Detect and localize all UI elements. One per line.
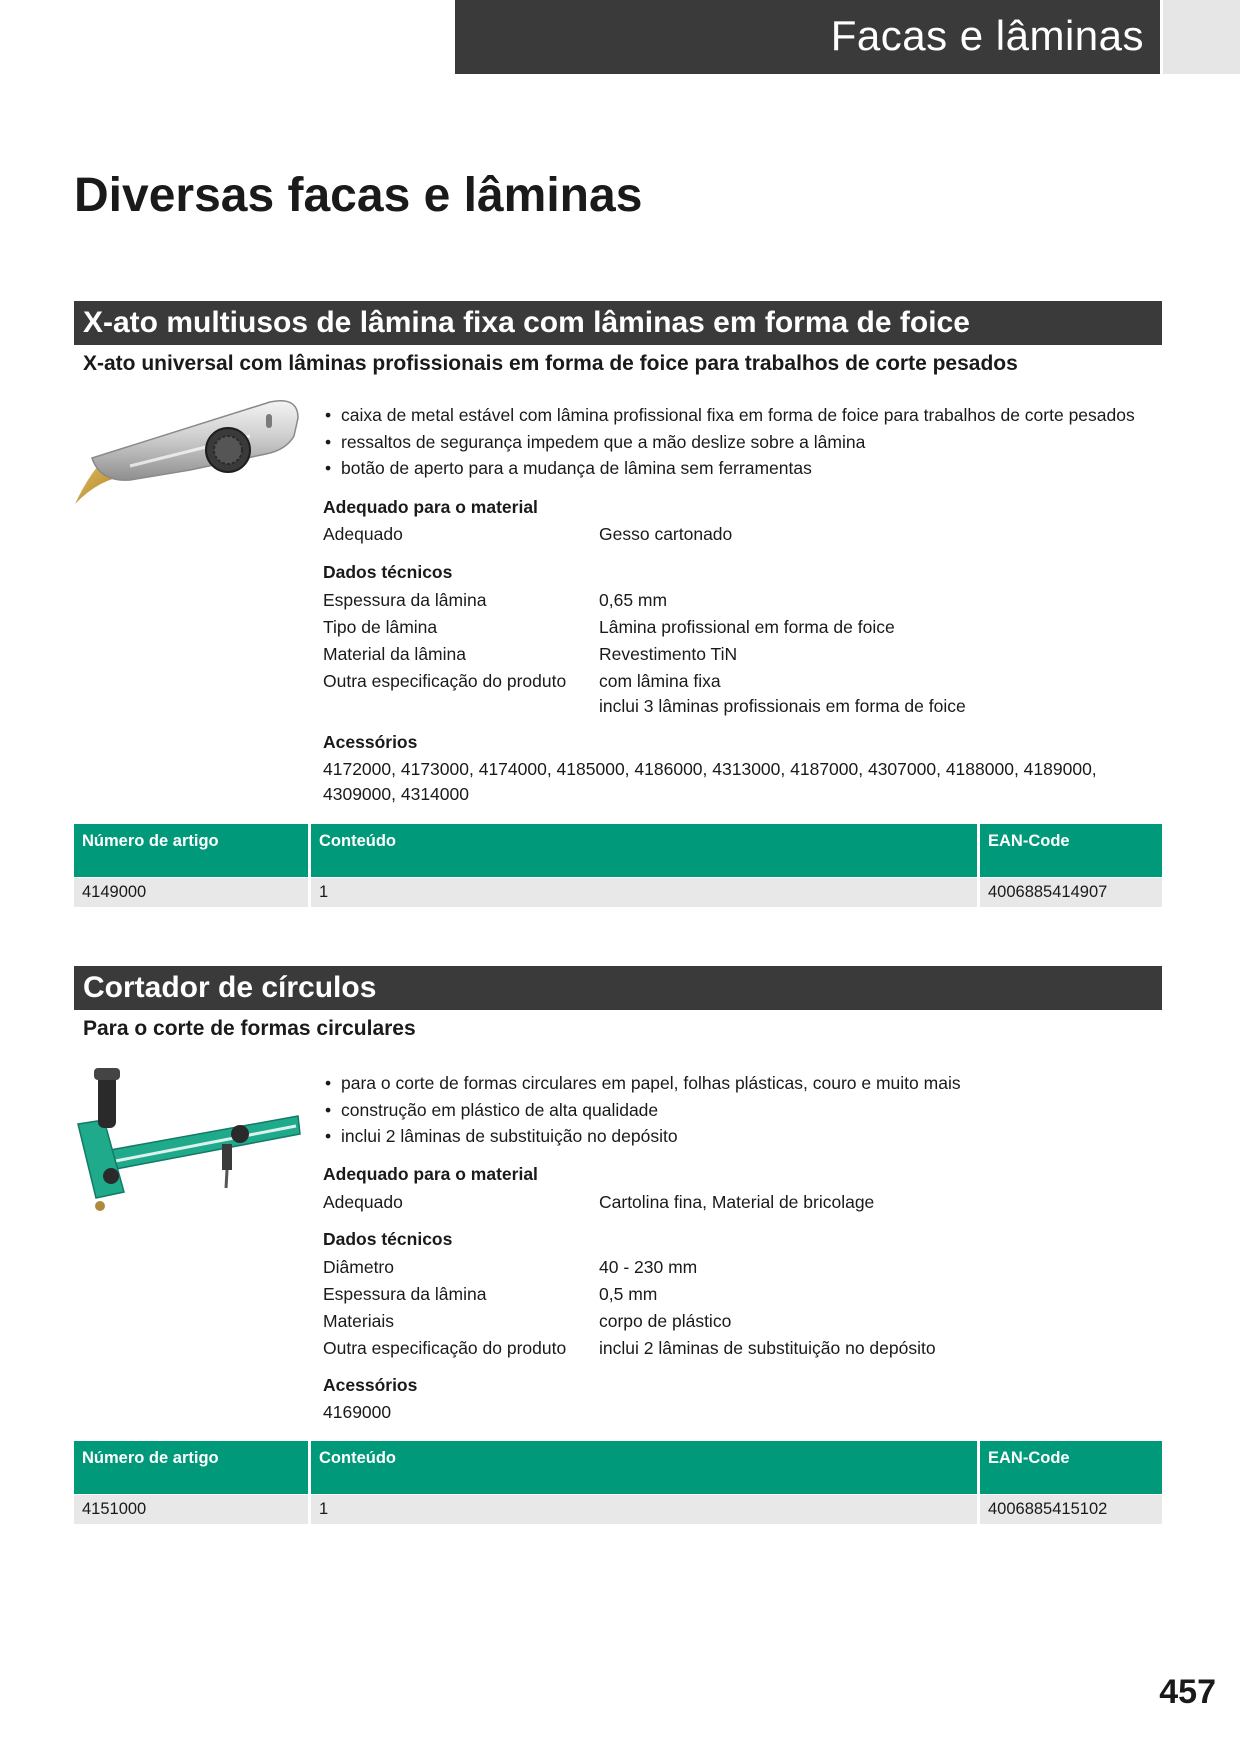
article-number: 4151000: [74, 1495, 308, 1524]
spec-value: Revestimento TiN: [599, 644, 738, 664]
spec-value: corpo de plástico: [599, 1311, 732, 1331]
table-header: [74, 824, 1162, 877]
spec-value: 0,5 mm: [599, 1284, 658, 1304]
page-title: Diversas facas e lâminas: [74, 169, 643, 222]
content-value: 1: [311, 1495, 977, 1524]
feature-list: [323, 402, 1135, 482]
list-item: • caixa de metal estável com lâmina profissional fixa em forma de foice para trabalhos de corte pesados: [323, 402, 1135, 429]
spec-label: Materiais: [323, 1311, 394, 1331]
tech-heading: Dados técnicos: [323, 1229, 453, 1249]
tech-heading: Dados técnicos: [323, 562, 453, 582]
spec-label: Espessura da lâmina: [323, 1284, 487, 1304]
spec-label: Adequado: [323, 1192, 403, 1212]
product-title: Cortador de círculos: [83, 971, 377, 1004]
spec-value: Cartolina fina, Material de bricolage: [599, 1192, 875, 1212]
list-item: • para o corte de formas circulares em papel, folhas plásticas, couro e muito mais: [323, 1070, 961, 1097]
column-header-content: Conteúdo: [311, 1441, 977, 1494]
list-item: • botão de aperto para a mudança de lâmina sem ferramentas: [323, 455, 1135, 482]
spec-value: Lâmina profissional em forma de foice: [599, 617, 895, 637]
table-header: [74, 1441, 1162, 1494]
spec-value: inclui 2 lâminas de substituição no depósito: [599, 1338, 936, 1358]
circle-cutter-image: [70, 1064, 305, 1214]
content-value: 1: [311, 878, 977, 907]
column-header-article: Número de artigo: [74, 824, 308, 877]
spec-label: Outra especificação do produto: [323, 671, 567, 691]
column-header-ean: EAN-Code: [980, 1441, 1162, 1494]
spec-label: Tipo de lâmina: [323, 617, 438, 637]
product-subtitle: Para o corte de formas circulares: [83, 1017, 416, 1040]
material-heading: Adequado para o material: [323, 1164, 538, 1184]
table-row: [74, 878, 1162, 907]
feature-list: [323, 1070, 961, 1150]
column-header-ean: EAN-Code: [980, 824, 1162, 877]
accessories-list: 4172000, 4173000, 4174000, 4185000, 4186000, 4313000, 4187000, 4307000, 4188000, 4189000, 4309000, 4314000: [323, 759, 1097, 804]
accessories-heading: Acessórios: [323, 732, 418, 752]
product-title-bar: [74, 966, 1162, 1010]
product-subtitle: X-ato universal com lâminas profissionais em forma de foice para trabalhos de corte pesados: [83, 352, 1018, 375]
ean-code: 4006885415102: [980, 1495, 1162, 1524]
table-row: [74, 1495, 1162, 1524]
accessories-list: 4169000: [323, 1402, 392, 1422]
spec-value: com lâmina fixa: [599, 671, 721, 691]
chapter-title: Facas e lâminas: [830, 12, 1144, 59]
product-title: X-ato multiusos de lâmina fixa com lâminas em forma de foice: [83, 306, 970, 339]
spec-value: Gesso cartonado: [599, 524, 733, 544]
list-item: • inclui 2 lâminas de substituição no depósito: [323, 1123, 961, 1150]
chapter-tab: [1163, 0, 1240, 74]
spec-label: Adequado: [323, 524, 403, 544]
spec-value: inclui 3 lâminas profissionais em forma de foice: [599, 696, 966, 716]
page-number: 457: [1159, 1673, 1216, 1711]
spec-label: Material da lâmina: [323, 644, 466, 664]
article-number: 4149000: [74, 878, 308, 907]
spec-label: Diâmetro: [323, 1257, 394, 1277]
product-title-bar: [74, 301, 1162, 345]
spec-label: Outra especificação do produto: [323, 1338, 567, 1358]
spec-value: 0,65 mm: [599, 590, 668, 610]
spec-value: 40 - 230 mm: [599, 1257, 698, 1277]
column-header-content: Conteúdo: [311, 824, 977, 877]
utility-knife-image: [70, 396, 305, 508]
list-item: • ressaltos de segurança impedem que a mão deslize sobre a lâmina: [323, 429, 1135, 456]
list-item: • construção em plástico de alta qualidade: [323, 1097, 961, 1124]
accessories-heading: Acessórios: [323, 1375, 418, 1395]
material-heading: Adequado para o material: [323, 497, 538, 517]
ean-code: 4006885414907: [980, 878, 1162, 907]
column-header-article: Número de artigo: [74, 1441, 308, 1494]
chapter-header: [455, 0, 1160, 74]
spec-label: Espessura da lâmina: [323, 590, 487, 610]
